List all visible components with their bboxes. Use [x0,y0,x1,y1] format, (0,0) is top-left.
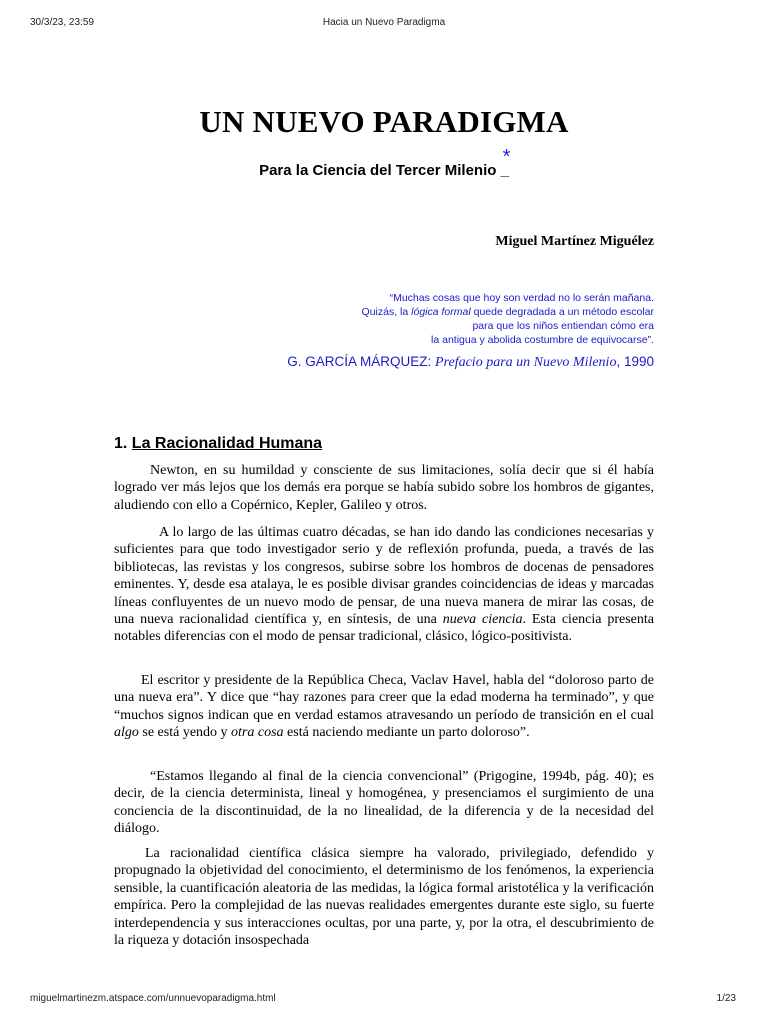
epigraph-line-4: la antigua y abolida costumbre de equivocarse”. [431,334,654,346]
epigraph-source [287,354,654,371]
epigraph-line-2 [362,305,654,319]
epigraph-source-author: G. GARCÍA MÁRQUEZ: [287,354,432,369]
paragraph-3-start: El escritor y presidente de la República Checa, Vaclav Havel, habla del “doloroso parto de una nueva era”. Y dice que “hay razones para creer que la edad moderna ha terminado”, y que “muchos signos indican que en verdad estamos atravesando un período de transición en el cual [114,673,654,723]
author-name: Miguel Martínez Miguélez [495,234,654,249]
paragraph-3 [114,672,654,742]
document-subtitle [0,146,768,179]
epigraph-line-1: “Muchas cosas que hoy son verdad no lo serán mañana. [389,292,654,304]
paragraph-3-emphasis-1: algo [114,725,139,741]
epigraph-emphasis: lógica formal [411,306,471,318]
paragraph-2-end: . Esta ciencia presenta notables diferencias con el modo de pensar tradicional, clásico, lógico-positivista. [114,612,654,645]
epigraph-line-2-start: Quizás, la [361,306,412,318]
section-title-link[interactable]: La Racionalidad Humana [131,435,323,452]
footnote-star[interactable]: * [502,146,511,168]
paragraph-1: Newton, en su humildad y consciente de sus limitaciones, solía decir que si él había logrado ver más lejos que los demás era porque se había subido sobre los hombros de gigantes, aludiendo con ello a Copérnico, Kepler, Galileo y otros. [114,463,654,513]
paragraph-3-emphasis-2: otra cosa [231,725,284,741]
epigraph-quote [362,291,654,347]
paragraph-3-end: está naciendo mediante un parto doloroso”. [283,725,530,741]
subtitle-text: Para la Ciencia del Tercer Milenio [259,162,497,179]
footnote-link[interactable] [500,146,511,179]
print-datetime: 30/3/23, 23:59 [30,17,94,28]
paragraph-5: La racionalidad científica clásica siempre ha valorado, privilegiado, defendido y propugnado la objetividad del conocimiento, el determinismo de los fenómenos, la experiencia sensible, la cuantificación aleatoria de las medidas, la lógica formal aristotélica y la verificación empírica. Pero la complejidad de las nuevas realidades emergentes durante este siglo, su fuerte interdependencia y sus interacciones ocultas, por una parte, y, por la otra, el descubrimiento de la riqueza y dotación insospechada [114,846,654,949]
epigraph-line-3: para que los niños entiendan cómo era [472,320,654,332]
epigraph-source-year: , 1990 [616,354,654,369]
print-page-title: Hacia un Nuevo Paradigma [322,17,446,28]
section-number: 1. [114,435,128,452]
paragraph-4: “Estamos llegando al final de la ciencia convencional” (Prigogine, 1994b, pág. 40); es decir, de la ciencia determinista, lineal y homogénea, y presenciamos el surgimiento de una conciencia de la discontinuidad, de la no linealidad, de la diferencia y de la necesidad del diálogo. [114,769,654,837]
paragraph-2-start: A lo largo de las últimas cuatro décadas, se han ido dando las condiciones necesarias y suficientes para que todo investigador serio y de reflexión profunda, pueda, a través de las bibliotecas, las revistas y los congresos, subirse sobre los hombros de docenas de pensadores eminentes. Y, desde esa atalaya, le es posible divisar grandes coincidencias de ideas y marcadas líneas confluyentes de un nuevo modo de pensar, de una nueva manera de mirar las cosas, de una nueva racionalidad científica y, en síntesis, de una [114,525,654,628]
paragraph-2-emphasis: nueva ciencia [442,612,523,628]
paragraph-3-middle: se está yendo y [138,725,232,741]
epigraph-line-2-end: quede degradada a un método escolar [470,306,654,318]
print-page-number: 1/23 [716,993,736,1004]
paragraph-2 [114,524,654,646]
print-url: miguelmartinezm.atspace.com/unnuevoparadigma.html [30,993,276,1004]
section-heading [114,435,322,453]
document-title: UN NUEVO PARADIGMA [199,104,569,139]
footnote-underscore: _ [500,162,509,179]
epigraph-source-work: Prefacio para un Nuevo Milenio [435,355,617,370]
